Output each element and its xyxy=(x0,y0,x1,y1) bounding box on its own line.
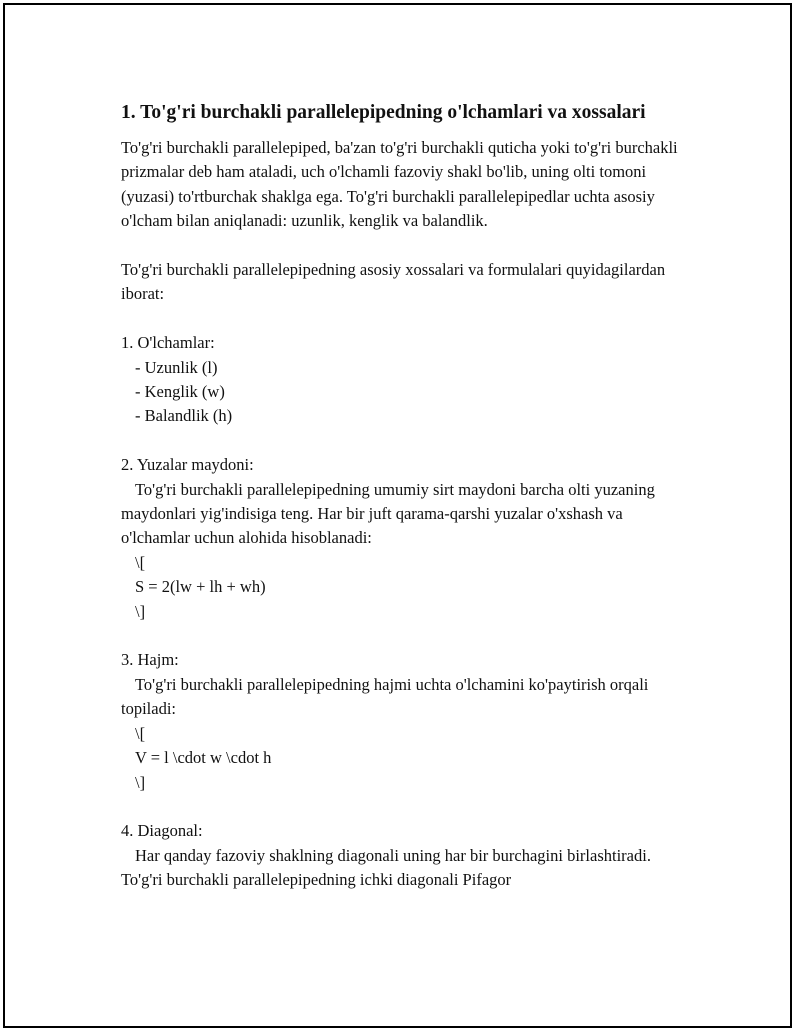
formula: S = 2(lw + lh + wh) xyxy=(135,577,266,597)
list-item: - Kenglik (w) xyxy=(135,382,225,402)
section-heading: 2. Yuzalar maydoni: xyxy=(121,455,254,475)
document-title: 1. To'g'ri burchakli parallelepipedning o'lchamlari va xossalari xyxy=(121,102,646,123)
section-surface-area xyxy=(121,453,681,624)
section-diagonal xyxy=(121,819,681,892)
intro-paragraph: To'g'ri burchakli parallelepiped, ba'zan to'g'ri burchakli quticha yoki to'g'ri burchakli prizmalar deb ham ataladi, uch o'lchamli fazoviy shakl bo'lib, uning olti tomoni (yuzasi) to'rtburchak shaklga ega. To'g'ri burchakli parallelepipedlar uchta asosiy o'lcham bilan aniqlanadi: uzunlik, kenglik va balandlik. xyxy=(121,138,682,231)
formula: V = l \cdot w \cdot h xyxy=(135,748,272,768)
formula-close: \] xyxy=(135,772,146,792)
document-content xyxy=(121,98,681,893)
list-item: - Balandlik (h) xyxy=(135,406,233,426)
document-page xyxy=(3,3,792,1028)
section-text: To'g'ri burchakli parallelepipedning umumiy sirt maydoni barcha olti yuzaning maydonlari yig'indisiga teng. Har bir juft qarama-qarshi yuzalar o'xshash va o'lchamlar uchun alohida hisoblanadi: xyxy=(121,479,659,548)
section-heading: 1. O'lchamlar: xyxy=(121,333,215,353)
formula-open: \[ xyxy=(135,552,146,572)
section-volume xyxy=(121,648,681,794)
section-text: To'g'ri burchakli parallelepipedning hajmi uchta o'lchamini ko'paytirish orqali topiladi: xyxy=(121,674,653,719)
formula-close: \] xyxy=(135,601,146,621)
section-dimensions xyxy=(121,331,681,429)
section-heading: 4. Diagonal: xyxy=(121,821,203,841)
list-item: - Uzunlik (l) xyxy=(135,357,218,377)
formula-open: \[ xyxy=(135,723,146,743)
section-heading: 3. Hajm: xyxy=(121,650,179,670)
lead-paragraph: To'g'ri burchakli parallelepipedning asosiy xossalari va formulalari quyidagilardan iborat: xyxy=(121,260,670,304)
section-text: Har qanday fazoviy shaklning diagonali uning har bir burchagini birlashtiradi. To'g'ri burchakli parallelepipedning ichki diagonali Pifagor xyxy=(121,845,655,890)
